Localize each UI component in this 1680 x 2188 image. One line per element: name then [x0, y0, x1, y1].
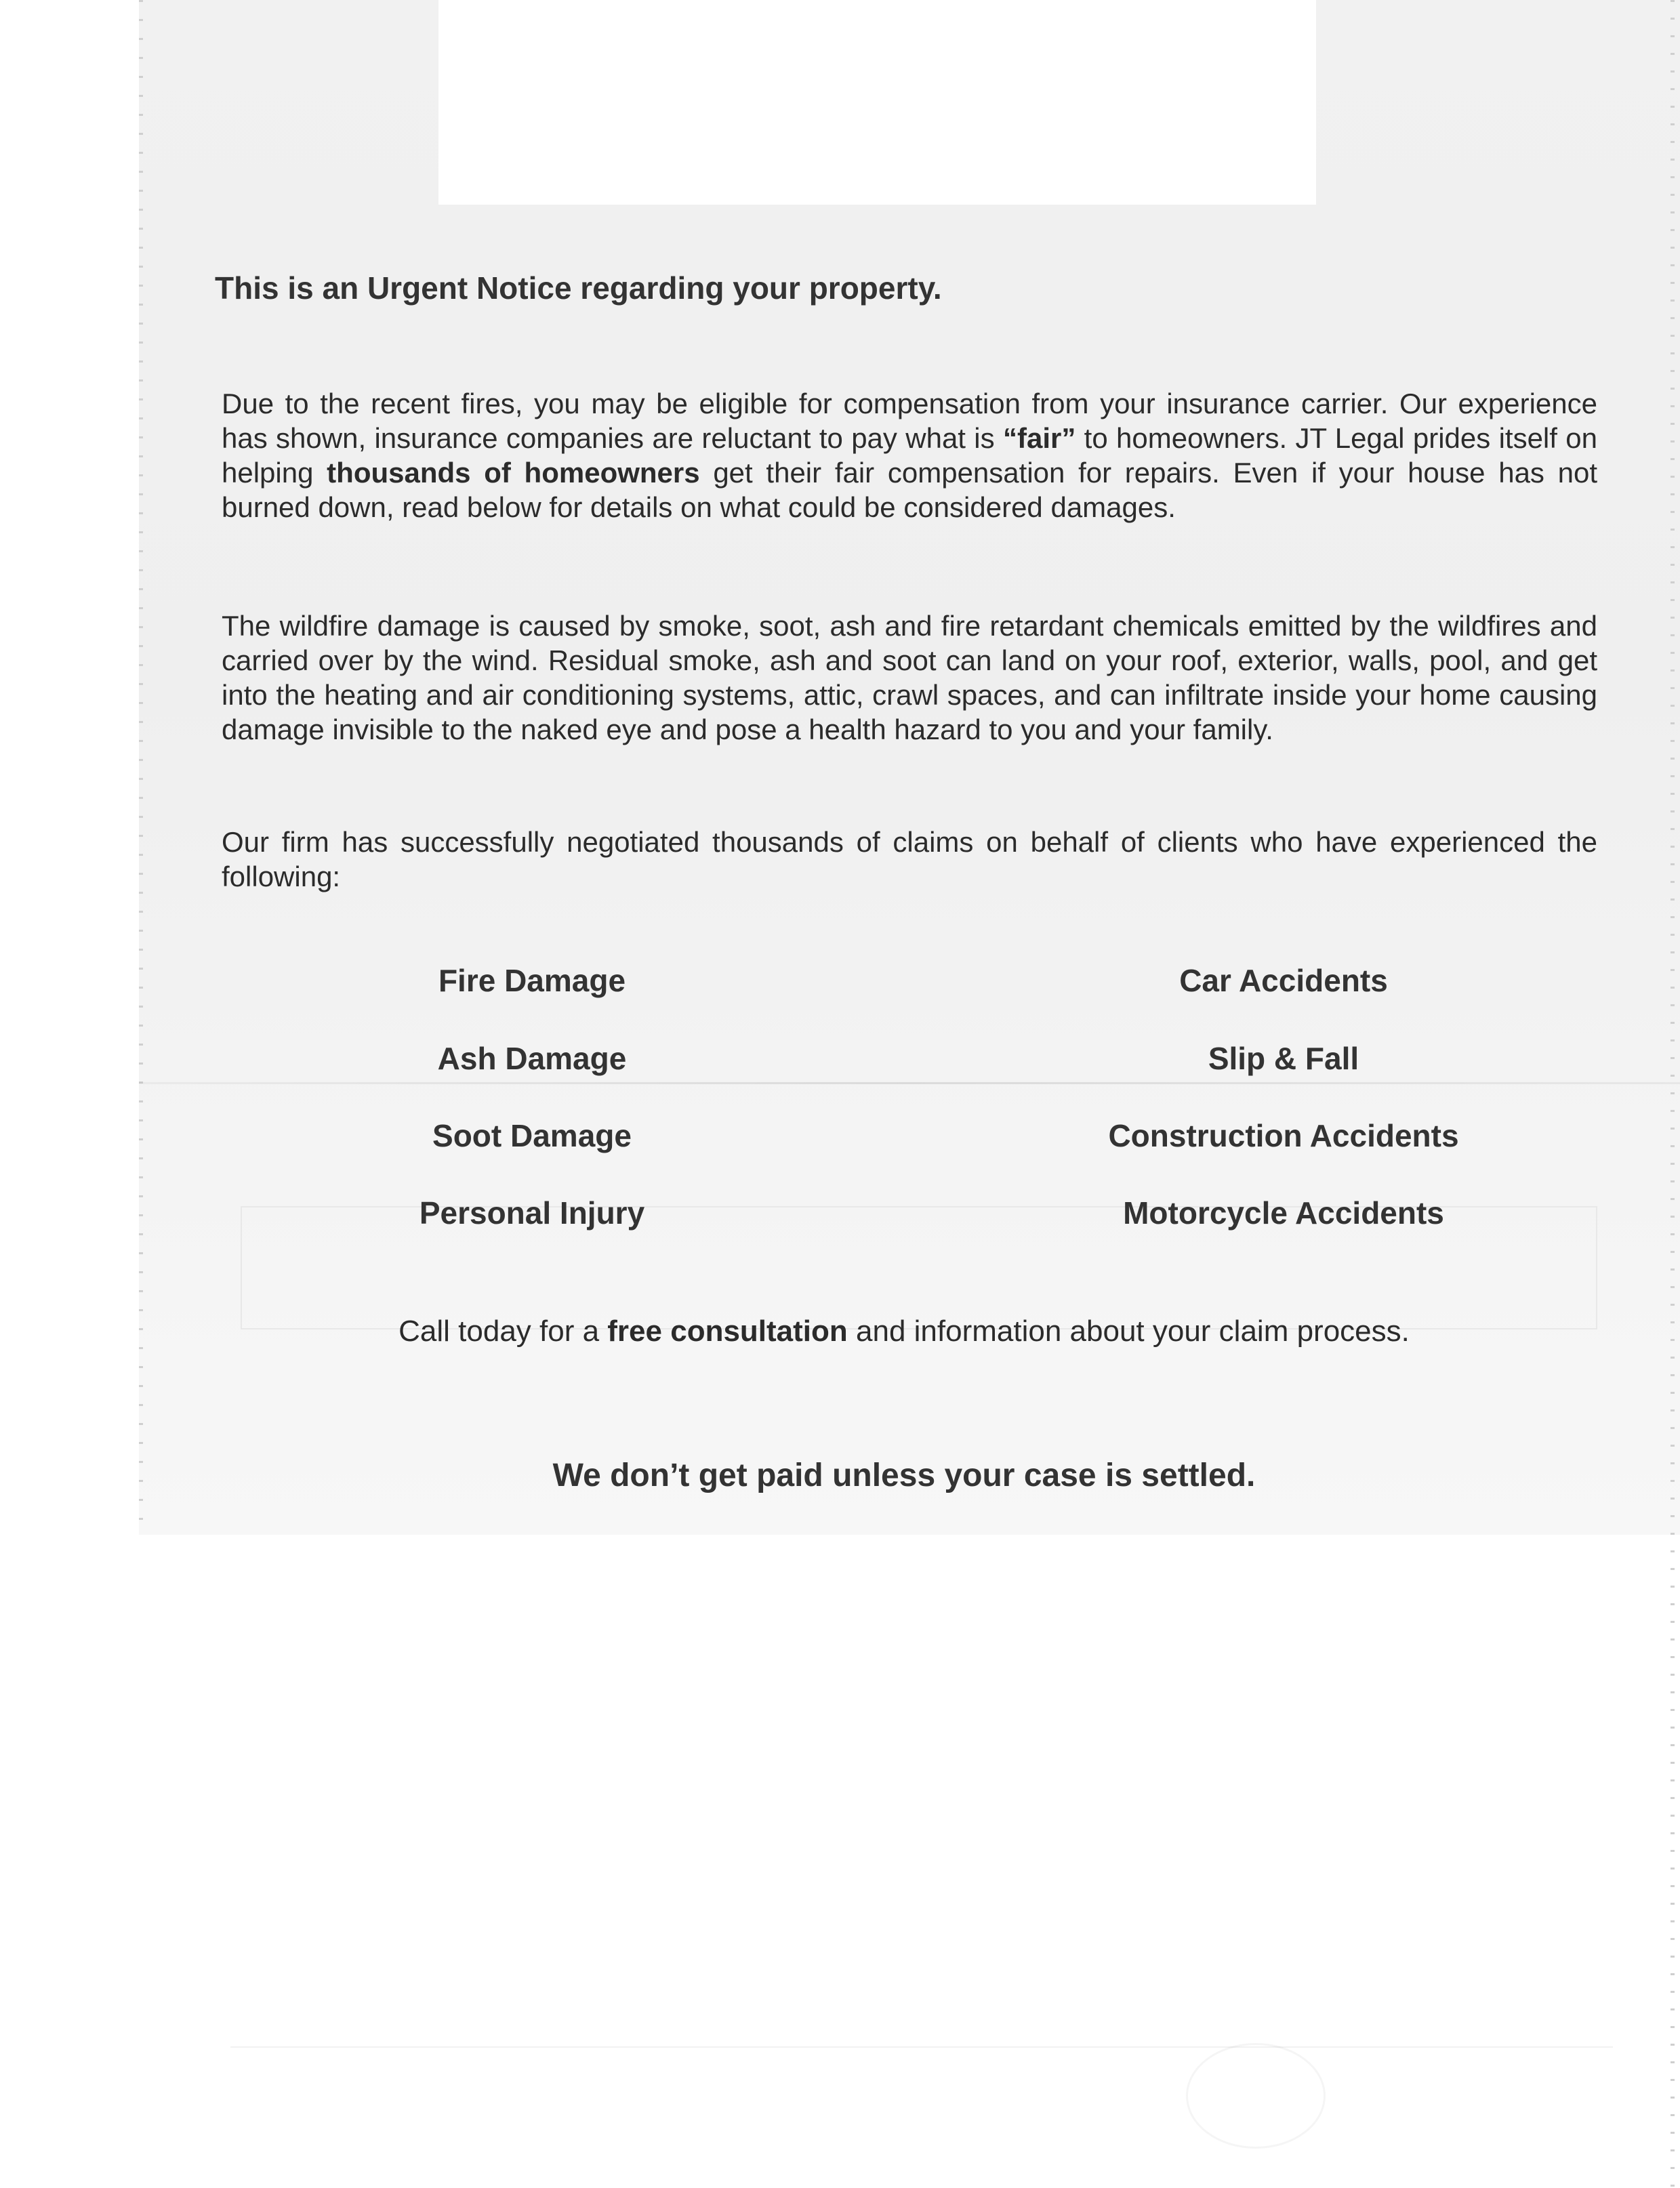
- service-construction-accidents: Construction Accidents: [1108, 1118, 1459, 1153]
- perforation-right: [1671, 0, 1675, 2188]
- fold-line: [139, 1082, 1680, 1084]
- paragraph-text: get their fair compensation for repairs. Even if your house has not burned down, read below for details on what could be considered damages.: [222, 457, 1598, 523]
- bleed-through-seal: [1186, 2043, 1326, 2149]
- paragraph-firm-experience: Our firm has successfully negotiated thousands of claims on behalf of clients who have experienced the following:: [222, 826, 1597, 892]
- closing-statement: We don’t get paid unless your case is settled.: [552, 1458, 1256, 1493]
- service-personal-injury: Personal Injury: [419, 1195, 645, 1231]
- service-fire-damage: Fire Damage: [438, 963, 626, 998]
- cta-text: and information about your claim process.: [847, 1315, 1410, 1348]
- paragraph-eligibility: [222, 386, 1597, 524]
- cta-text: Call today for a: [398, 1315, 608, 1348]
- service-ash-damage: Ash Damage: [437, 1041, 627, 1076]
- paragraph-text: Due to the recent fires, you may be eligible for compensation from your insurance carrier. Our experience has shown, insurance companies are reluctant to pay what is: [222, 388, 1597, 454]
- redacted-area: [438, 0, 1316, 205]
- cta-free-consultation: free consultation: [607, 1315, 848, 1348]
- paragraph-text: to homeowners. JT Legal prides itself on helping: [222, 422, 1597, 489]
- service-slip-fall: Slip & Fall: [1208, 1041, 1359, 1076]
- paragraph-wildfire-damage: The wildfire damage is caused by smoke, soot, ash and fire retardant chemicals emitted by the wildfires and carried over by the wind. Residual smoke, ash and soot can land on your roof, exterior, walls, pool, and get into the heating and air conditioning systems, attic, crawl spaces, and can infiltrate inside your home causing damage invisible to the naked eye and pose a health hazard to you and your family.: [222, 610, 1597, 745]
- call-to-action: [362, 1312, 1446, 1351]
- perforation-left: [139, 0, 143, 1535]
- bleed-through-footer: [230, 2046, 1613, 2156]
- notice-heading: This is an Urgent Notice regarding your property.: [215, 270, 942, 306]
- service-soot-damage: Soot Damage: [432, 1118, 632, 1153]
- service-motorcycle-accidents: Motorcycle Accidents: [1123, 1195, 1444, 1231]
- service-car-accidents: Car Accidents: [1179, 963, 1388, 998]
- emphasis-fair: “fair”: [1002, 422, 1076, 454]
- emphasis-homeowners: thousands of homeowners: [327, 457, 700, 489]
